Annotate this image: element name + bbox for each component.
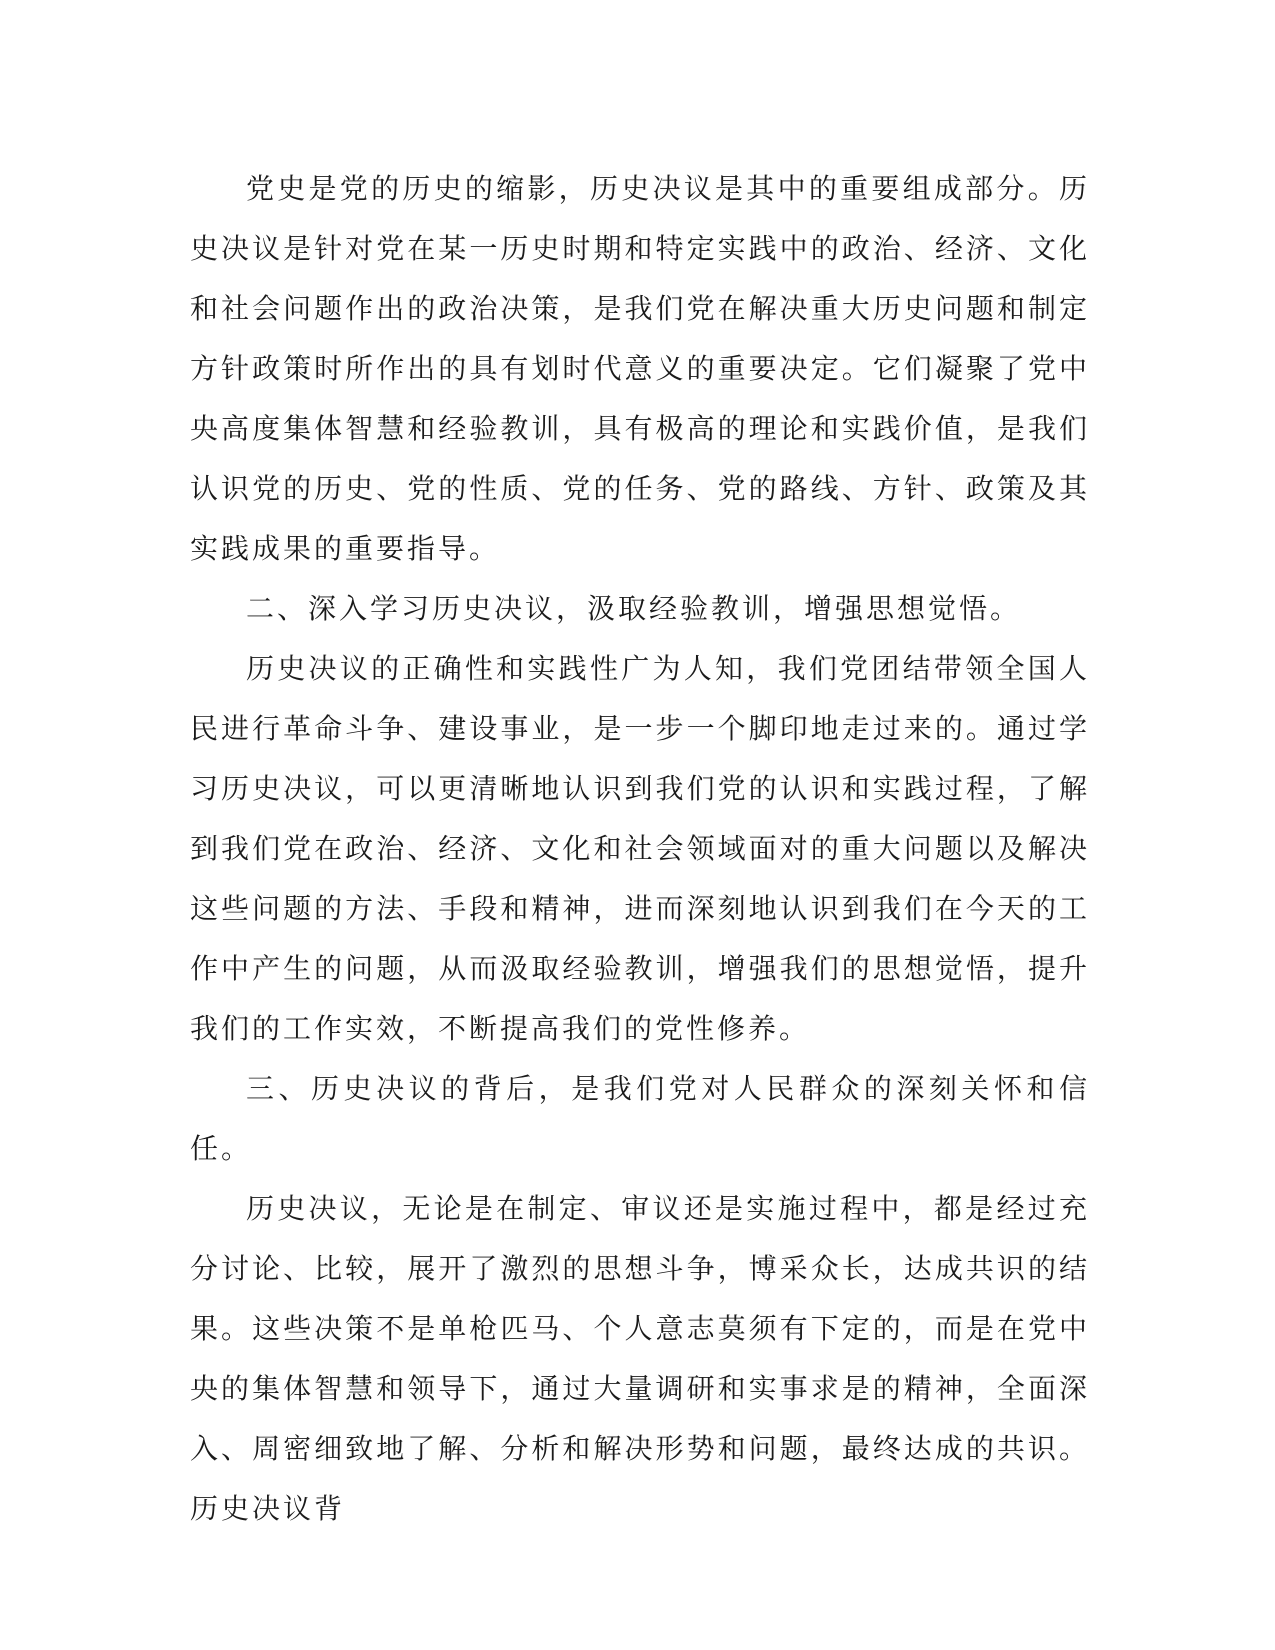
section-heading-three: 三、历史决议的背后，是我们党对人民群众的深刻关怀和信任。 xyxy=(190,1072,1090,1165)
document-body xyxy=(190,159,1090,1539)
paragraph-section-two: 历史决议的正确性和实践性广为人知，我们党团结带领全国人民进行革命斗争、建设事业，是一步一个脚印地走过来的。通过学习历史决议，可以更清晰地认识到我们党的认识和实践过程，了解到我们党在政治、经济、文化和社会领域面对的重大问题以及解决这些问题的方法、手段和精神，进而深刻地认识到我们在今天的工作中产生的问题，从而汲取经验教训，增强我们的思想觉悟，提升我们的工作实效，不断提高我们的党性修养。 xyxy=(190,652,1090,1045)
section-heading-two: 二、深入学习历史决议，汲取经验教训，增强思想觉悟。 xyxy=(246,592,1022,625)
paragraph-section-three: 历史决议，无论是在制定、审议还是实施过程中，都是经过充分讨论、比较，展开了激烈的思想斗争，博采众长，达成共识的结果。这些决策不是单枪匹马、个人意志莫须有下定的，而是在党中央的集体智慧和领导下，通过大量调研和实事求是的精神，全面深入、周密细致地了解、分析和解决形势和问题，最终达成的共识。历史决议背 xyxy=(190,1192,1090,1525)
paragraph-intro: 党史是党的历史的缩影，历史决议是其中的重要组成部分。历史决议是针对党在某一历史时期和特定实践中的政治、经济、文化和社会问题作出的政治决策，是我们党在解决重大历史问题和制定方针政策时所作出的具有划时代意义的重要决定。它们凝聚了党中央高度集体智慧和经验教训，具有极高的理论和实践价值，是我们认识党的历史、党的性质、党的任务、党的路线、方针、政策及其实践成果的重要指导。 xyxy=(190,172,1090,565)
